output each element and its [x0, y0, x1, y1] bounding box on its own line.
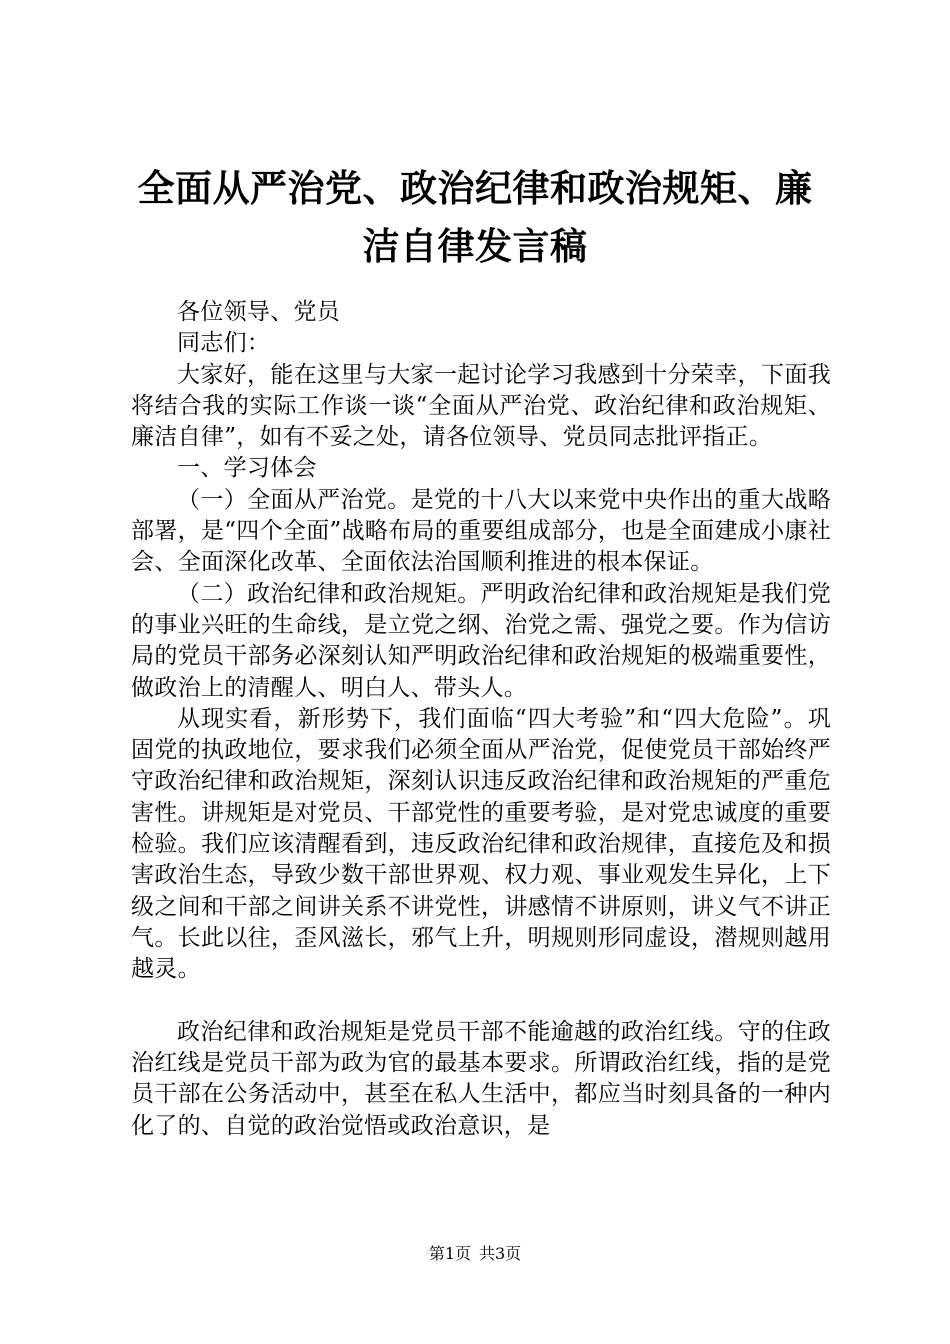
salutation-line-2: 同志们：: [177, 330, 271, 357]
page-number: 第1页: [428, 1244, 471, 1263]
document-title: 全面从严治党、政治纪律和政治规矩、廉洁自律发言稿: [137, 167, 813, 268]
section-heading: 一、学习体会: [177, 455, 317, 482]
body-paragraph: 政治纪律和政治规矩是党员干部不能逾越的政治红线。守的住政治红线是党员干部为政为官的最基本要求。所谓政治红线，指的是党员干部在公务活动中，甚至在私人生活中，都应当时刻具备的一种内化了的、自觉的政治觉悟或政治意识，是: [131, 1018, 831, 1139]
body-paragraph: 大家好，能在这里与大家一起讨论学习我感到十分荣幸，下面我将结合我的实际工作谈一谈“全面从严治党、政治纪律和政治规矩、廉洁自律”，如有不妥之处，请各位领导、党员同志批评指正。: [131, 361, 831, 451]
salutation-line-1: 各位领导、党员: [177, 299, 341, 325]
page-footer: [0, 1244, 950, 1264]
body-paragraph: （二）政治纪律和政治规矩。严明政治纪律和政治规矩是我们党的事业兴旺的生命线，是立党之纲、治党之需、强党之要。作为信访局的党员干部务必深刻认知严明政治纪律和政治规矩的极端重要性，做政治上的清醒人、明白人、带头人。: [131, 580, 831, 701]
body-paragraph: （一）全面从严治党。是党的十八大以来党中央作出的重大战略部署，是“四个全面”战略布局的重要组成部分，也是全面建成小康社会、全面深化改革、全面依法治国顺利推进的根本保证。: [131, 486, 831, 576]
document-body: [131, 297, 831, 1142]
page-total: 共3页: [479, 1244, 522, 1263]
body-paragraph: 从现实看，新形势下，我们面临“四大考验”和“四大危险”。巩固党的执政地位，要求我们必须全面从严治党，促使党员干部始终严守政治纪律和政治规矩，深刻认识违反政治纪律和政治规矩的严重危害性。讲规矩是对党员、干部党性的重要考验，是对党忠诚度的重要检验。我们应该清醒看到，违反政治纪律和政治规律，直接危及和损害政治生态，导致少数干部世界观、权力观、事业观发生异化，上下级之间和干部之间讲关系不讲党性，讲感情不讲原则，讲义气不讲正气。长此以往，歪风滋长，邪气上升，明规则形同虚设，潜规则越用越灵。: [131, 705, 831, 983]
